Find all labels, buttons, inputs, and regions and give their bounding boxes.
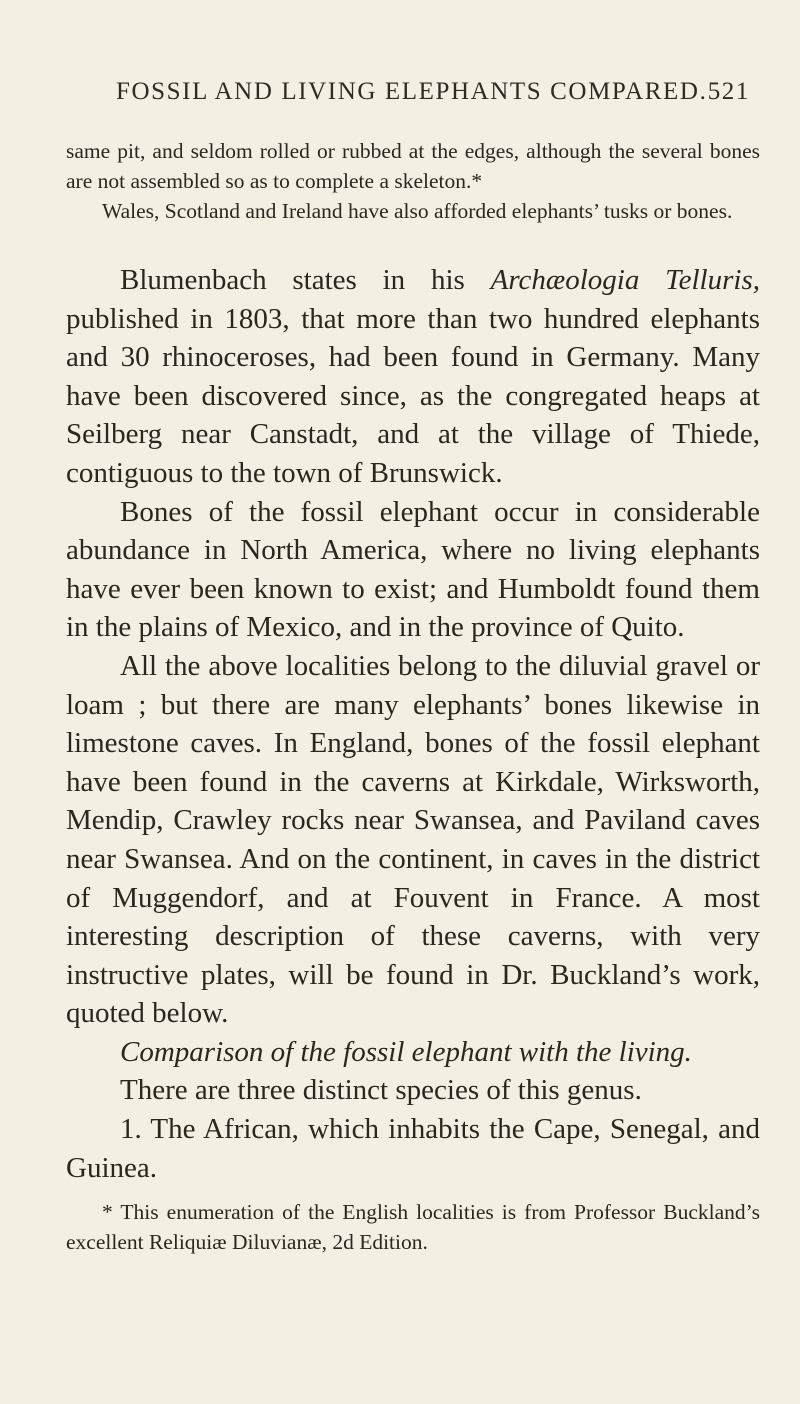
paragraph-localities: All the above localities belong to the diluvial gravel or loam ; but there are many elephants’ bones likewise in limestone caves. In England, bones of the fossil elephant have been found in the caverns at Kirkdale, Wirksworth, Mendip, Crawley rocks near Swansea, and Paviland caves near Swansea. And on the continent, in caves in the district of Muggendorf, and at Fouvent in France. A most interesting description of these caverns, with very instructive plates, will be found in Dr. Buckland’s work, quoted below. (66, 649, 760, 1030)
intro-block (66, 136, 760, 226)
section-heading-text: Comparison of the fossil elephant with the living. (120, 1035, 692, 1068)
footnote (66, 1197, 760, 1257)
paragraph-species-count: There are three distinct species of this genus. (120, 1074, 642, 1107)
paragraph-african-species: 1. The African, which inhabits the Cape, Senegal, and Guinea. (66, 1113, 760, 1184)
section-heading-comparison (66, 1033, 760, 1072)
running-head (116, 78, 750, 106)
page-number: 521 (707, 78, 750, 105)
paragraph-north-america: Bones of the fossil elephant occur in considerable abundance in North America, where no living elephants have ever been known to exist; and Humboldt found them in the plains of Mexico, and in the province of Quito. (66, 495, 760, 644)
paragraph-blumenbach-start: Blumenbach states in his (120, 264, 491, 296)
running-head-title: FOSSIL AND LIVING ELEPHANTS COMPARED. (116, 78, 708, 105)
paragraph-blumenbach-rest: published in 1803, that more than two hundred elephants and 30 rhinoceroses, had been found in Germany. Many have been discovered since, as the congregated heaps at Seilberg near Canstadt, and at the village of Thiede, contiguous to the town of Brunswick. (66, 302, 760, 489)
footnote-text: * This enumeration of the English localities is from Professor Buckland’s excellent Reliquiæ Diluvianæ, 2d Edition. (66, 1200, 760, 1254)
main-text (66, 261, 760, 1187)
paragraph-blumenbach (66, 261, 760, 493)
book-title-italic: Archæologia Telluris, (490, 264, 760, 296)
intro-continuation: same pit, and seldom rolled or rubbed at the edges, although the several bones are not assembled so as to complete a skeleton.* (66, 139, 760, 193)
intro-wales-paragraph: Wales, Scotland and Ireland have also afforded elephants’ tusks or bones. (102, 199, 733, 223)
